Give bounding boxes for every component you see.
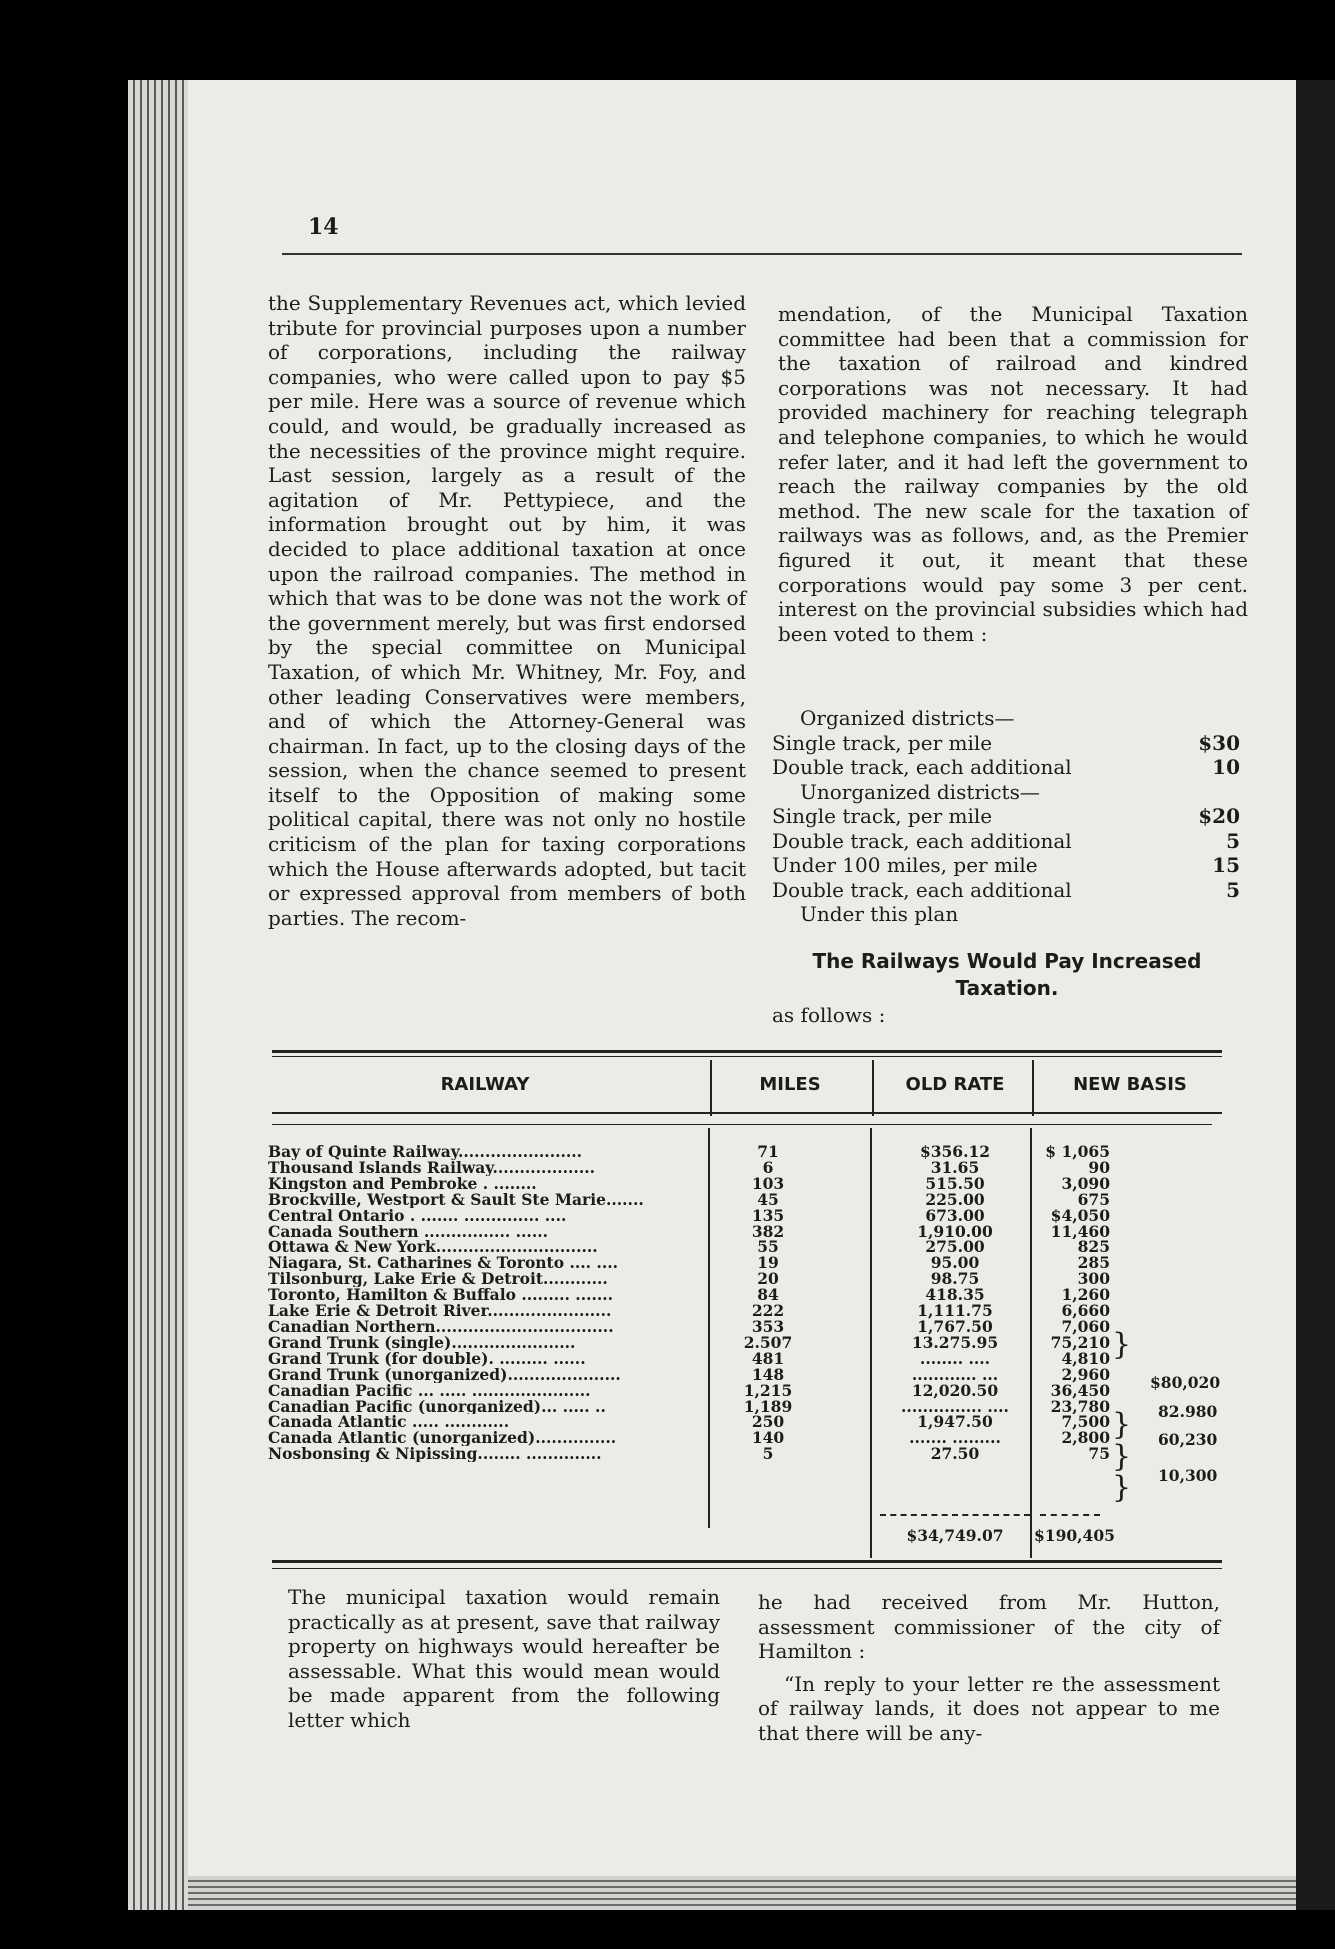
rate-value: $20 [1198, 804, 1240, 828]
new-basis-value: 2,960 [1061, 1366, 1110, 1383]
table-rule-top-thin [272, 1056, 1222, 1057]
railway-name: Thousand Islands Railway................... [268, 1159, 596, 1176]
old-rate-value: 418.35 [925, 1287, 985, 1304]
railway-name: Nosbonsing & Nipissing........ .............. [268, 1446, 602, 1463]
old-rate-value: 95.00 [930, 1255, 980, 1272]
railway-name: Kingston and Pembroke . ........ [268, 1175, 537, 1192]
header-rule [282, 253, 1242, 255]
column-divider [1032, 1060, 1034, 1116]
new-basis-value: 7,500 [1061, 1414, 1110, 1431]
old-rate-value: ............... .... [901, 1398, 1009, 1415]
new-basis-value: 75 [1088, 1446, 1110, 1463]
old-rate-value: ....... ......... [909, 1430, 1001, 1447]
old-rate-value: $356.12 [919, 1144, 991, 1160]
new-basis-value: 4,810 [1061, 1350, 1110, 1367]
rate-value: 10 [1212, 755, 1240, 779]
new-basis-value: 675 [1077, 1191, 1110, 1208]
railway-name: Niagara, St. Catharines & Toronto .... .... [268, 1255, 619, 1272]
group-total: 60,230 [1158, 1430, 1218, 1449]
new-basis-value: 2,800 [1061, 1430, 1110, 1447]
miles-value: 1,189 [743, 1398, 793, 1415]
column-divider [710, 1060, 712, 1116]
page-edges-left [128, 80, 188, 1910]
column-header-miles: MILES [759, 1074, 821, 1095]
new-basis-value: 3,090 [1061, 1175, 1110, 1192]
new-basis-value: 7,060 [1061, 1318, 1110, 1335]
miles-value: 222 [751, 1303, 785, 1319]
total-rule [880, 1514, 1030, 1517]
rate-label: Under 100 miles, per mile [772, 853, 1038, 877]
miles-value: 71 [757, 1144, 779, 1160]
rate-row [772, 853, 1240, 878]
rate-label: Single track, per mile [772, 730, 993, 755]
old-rate-value: ............ ... [911, 1366, 999, 1383]
old-rate-value: 1,947.50 [917, 1414, 993, 1431]
old-rate-value: 12,020.50 [911, 1382, 999, 1399]
old-rate-value: 31.65 [930, 1159, 980, 1176]
column-divider [870, 1128, 872, 1558]
miles-value: 5 [762, 1446, 774, 1463]
rate-row [772, 902, 1240, 927]
rate-row [772, 804, 1240, 829]
paragraph: mendation, of the Municipal Taxation committee had been that a commission for the taxation of railroad and kindred corporations was not necessary. It had provided machinery for reaching telegraph and telephone companies, to which he would refer later, and it had left the government to reach the railway companies by the old method. The new scale for the taxation of railways was as follows, and, as the Premier figured it out, it meant that these corporations would pay some 3 per cent. interest on the provincial subsidies which had been voted to them : [778, 302, 1248, 646]
text-column-right [778, 302, 1248, 646]
text-column-left [268, 291, 746, 930]
old-rate-value: 1,767.50 [917, 1318, 993, 1335]
paragraph: The municipal taxation would remain practically as at present, save that railway property on highways would hereafter be assessable. What this would mean would be made apparent from the following letter which [288, 1585, 720, 1732]
miles-value: 135 [751, 1207, 785, 1224]
paragraph: the Supplementary Revenues act, which levied tribute for provincial purposes upon a number of corporations, including the railway companies, who were called upon to pay $5 per mile. Here was a source of revenue which could, and would, be gradually increased as the necessities of the province might require. Last session, largely as a result of the agitation of Mr. Pettypiece, and the information brought out by him, it was decided to place additional taxation at once upon the railroad companies. The method in which that was to be done was not the work of the government merely, but was first endorsed by the special committee on Municipal Taxation, of which Mr. Whitney, Mr. Foy, and other leading Conservatives were members, and of which the Attorney-General was chairman. In fact, up to the closing days of the session, when the chance seemed to present itself to the Opposition of making some political capital, there was not only no hostile criticism of the plan for taxing corporations which the House afterwards adopted, but tacit or expressed approval from members of both parties. The recom- [268, 291, 746, 930]
railway-column [268, 1144, 696, 1462]
miles-value: 55 [757, 1239, 779, 1256]
old-rate-value: 515.50 [925, 1175, 985, 1192]
rate-row [772, 780, 1240, 805]
miles-value: 1,215 [743, 1382, 793, 1399]
rate-row [772, 829, 1240, 854]
old-rate-value: 225.00 [925, 1191, 985, 1208]
railway-name: Bay of Quinte Railway....................... [268, 1144, 583, 1160]
old-rate-value: 98.75 [930, 1271, 980, 1288]
railway-name: Canada Atlantic (unorganized)............... [268, 1430, 617, 1447]
old-rate-value: 13.275.95 [911, 1334, 999, 1351]
miles-value: 103 [751, 1175, 785, 1192]
rate-label: Unorganized districts— [800, 779, 1040, 804]
rate-row [772, 706, 1240, 731]
paragraph: “In reply to your letter re the assessment of railway lands, it does not appear to me that there will be any- [758, 1671, 1220, 1745]
miles-value: 6 [762, 1159, 774, 1176]
group-total: 10,300 [1158, 1466, 1218, 1485]
column-header-old-rate: OLD RATE [905, 1074, 1005, 1095]
rate-label: Single track, per mile [772, 804, 993, 828]
page-edges-bottom [188, 1876, 1296, 1910]
railway-name: Central Ontario . ....... .............. .... [268, 1207, 567, 1224]
new-basis-value: 23,780 [1050, 1398, 1110, 1415]
brace-icon: } [1112, 1470, 1132, 1505]
old-rate-total: $34,749.07 [906, 1526, 1004, 1545]
old-rate-value: 27.50 [930, 1446, 980, 1463]
brace-icon: } [1112, 1407, 1132, 1442]
table-rule-header-thin [272, 1124, 1212, 1125]
table-rule-bottom-thin [272, 1568, 1222, 1569]
miles-value: 250 [751, 1414, 785, 1431]
railway-name: Canada Atlantic ..... ............ [268, 1414, 510, 1431]
new-basis-value: 6,660 [1061, 1303, 1110, 1319]
column-header-new-basis: NEW BASIS [1073, 1074, 1187, 1095]
miles-value: 19 [757, 1255, 779, 1272]
railway-name: Brockville, Westport & Sault Ste Marie....... [268, 1191, 644, 1208]
rate-label: Double track, each additional [772, 828, 1072, 853]
miles-value: 45 [757, 1191, 779, 1208]
miles-value: 84 [757, 1287, 779, 1304]
miles-value: 148 [751, 1366, 785, 1383]
miles-value: 353 [751, 1318, 785, 1335]
rate-label: Organized districts— [800, 706, 1015, 730]
old-rate-value: ........ .... [919, 1350, 991, 1367]
group-total: 82.980 [1158, 1402, 1218, 1421]
new-basis-value: $4,050 [1050, 1207, 1110, 1224]
brace-icon: } [1112, 1327, 1132, 1362]
railway-name: Ottawa & New York.............................. [268, 1239, 598, 1256]
old-rate-value: 1,910.00 [917, 1223, 993, 1240]
rate-label: Under this plan [800, 902, 959, 926]
new-basis-column [1030, 1144, 1110, 1462]
railway-name: Lake Erie & Detroit River....................... [268, 1303, 612, 1319]
table-rule-bottom [272, 1560, 1222, 1563]
railway-name: Canada Southern ................ ...... [268, 1223, 549, 1240]
railway-name: Grand Trunk (unorganized)..................... [268, 1366, 621, 1383]
new-basis-value: 11,460 [1050, 1223, 1110, 1240]
brace-icon: } [1112, 1439, 1132, 1474]
railway-name: Canadian Northern................................. [268, 1318, 614, 1335]
miles-value: 481 [751, 1350, 785, 1367]
paragraph: he had received from Mr. Hutton, assessment commissioner of the city of Hamilton : [758, 1590, 1220, 1664]
miles-column [728, 1144, 808, 1462]
miles-value: 382 [751, 1223, 785, 1240]
column-header-railway: RAILWAY [440, 1074, 530, 1095]
old-rate-column [880, 1144, 1030, 1462]
new-basis-value: 1,260 [1061, 1287, 1110, 1304]
column-divider [872, 1060, 874, 1116]
new-basis-value: 300 [1077, 1271, 1110, 1288]
railway-name: Tilsonburg, Lake Erie & Detroit............ [268, 1271, 608, 1288]
railway-name: Canadian Pacific ... ..... ...................... [268, 1382, 591, 1399]
table-rule-top [272, 1050, 1222, 1053]
railway-name: Grand Trunk (for double). ......... ...... [268, 1350, 586, 1367]
rate-row [772, 755, 1240, 780]
new-basis-value: $ 1,065 [1045, 1144, 1110, 1160]
new-basis-value: 75,210 [1050, 1334, 1110, 1351]
text-column-bottom-left [288, 1585, 720, 1741]
miles-value: 20 [757, 1271, 779, 1288]
new-basis-value: 90 [1088, 1159, 1110, 1176]
table-heading: The Railways Would Pay Increased Taxation. [812, 949, 1202, 1000]
rate-row [772, 878, 1240, 903]
rate-value: 5 [1226, 877, 1240, 902]
railway-name: Canadian Pacific (unorganized)... ..... .. [268, 1398, 606, 1415]
column-divider [708, 1128, 710, 1528]
rate-row [772, 731, 1240, 756]
old-rate-value: 275.00 [925, 1239, 985, 1256]
miles-value: 140 [751, 1430, 785, 1447]
page-number: 14 [308, 214, 339, 240]
old-rate-value: 673.00 [925, 1207, 985, 1224]
rate-label: Double track, each additional [772, 877, 1072, 902]
new-basis-value: 285 [1077, 1255, 1110, 1272]
new-basis-value: 825 [1077, 1239, 1110, 1256]
railway-name: Grand Trunk (single)....................... [268, 1334, 576, 1351]
rate-value: $30 [1198, 730, 1240, 755]
rate-value: 5 [1226, 828, 1240, 853]
table-rule-header [272, 1112, 1222, 1114]
rate-value: 15 [1212, 853, 1240, 877]
new-basis-value: 36,450 [1050, 1382, 1110, 1399]
text-column-bottom-right [758, 1590, 1220, 1754]
page-edge-right [1296, 80, 1335, 1910]
total-rule [1040, 1514, 1100, 1517]
miles-value: 2.507 [743, 1334, 793, 1351]
new-basis-total: $190,405 [1034, 1526, 1115, 1545]
group-total: $80,020 [1150, 1373, 1221, 1392]
rate-label: Double track, each additional [772, 755, 1072, 779]
as-follows-text: as follows : [772, 1003, 886, 1027]
old-rate-value: 1,111.75 [917, 1303, 993, 1319]
tax-rate-list [772, 706, 1240, 927]
railway-name: Toronto, Hamilton & Buffalo ......... ....... [268, 1287, 614, 1304]
